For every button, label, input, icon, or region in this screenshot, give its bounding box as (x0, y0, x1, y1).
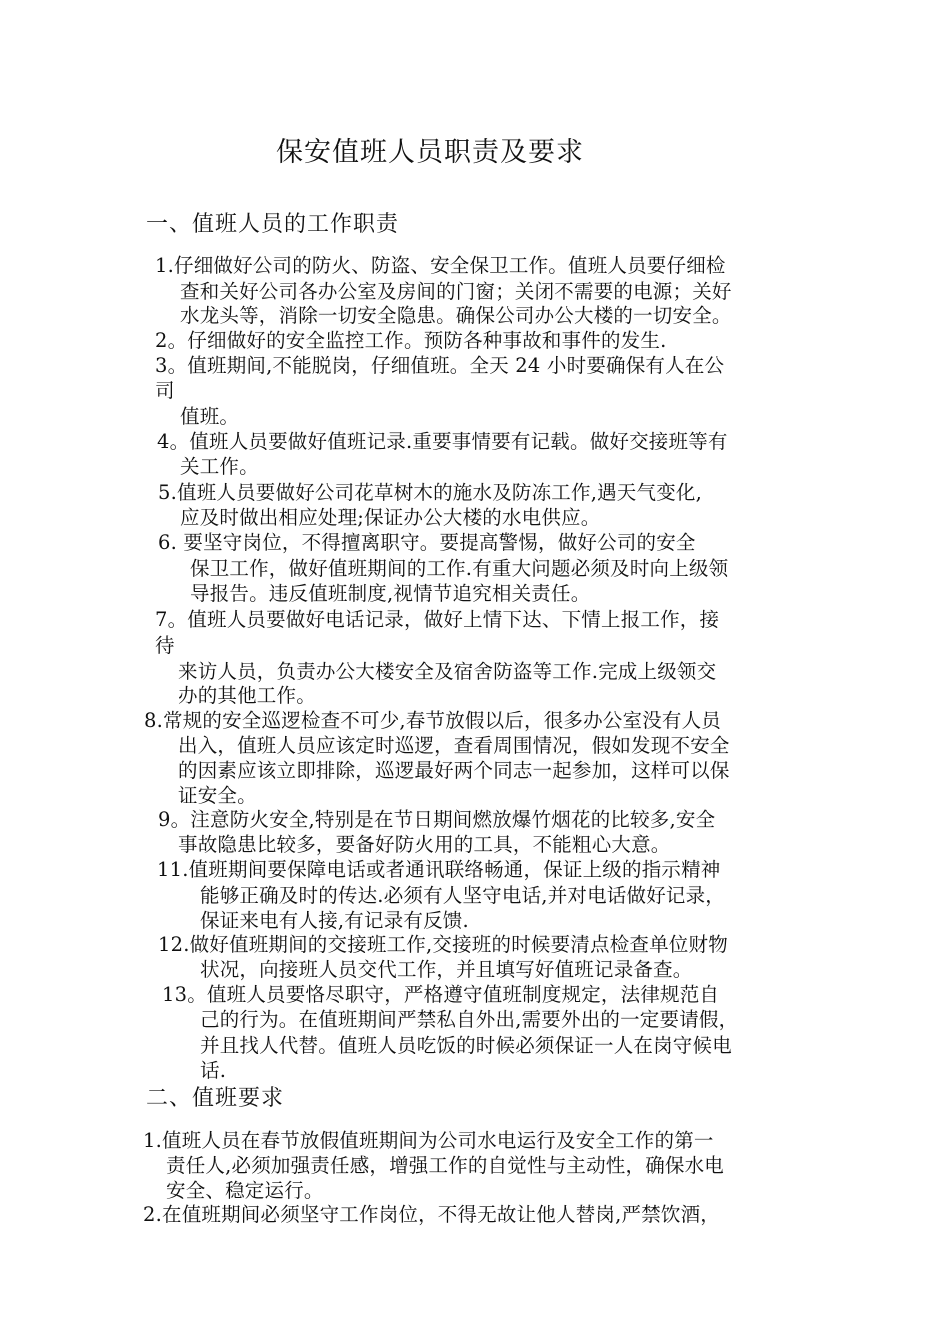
document-title: 保安值班人员职责及要求 (276, 137, 584, 168)
duty-item-10-line-3: 保证来电有人接,有记录有反馈. (200, 909, 469, 932)
duty-item-10-line-1: 11.值班期间要保障电话或者通讯联络畅通，保证上级的指示精神 (157, 858, 721, 881)
duty-item-1-line-1: 1.仔细做好公司的防火、防盗、安全保卫工作。值班人员要仔细检 (155, 254, 726, 277)
duty-item-10-line-2: 能够正确及时的传达.必须有人坚守电话,并对电话做好记录， (200, 884, 725, 907)
duty-item-1-line-2: 查和关好公司各办公室及房间的门窗；关闭不需要的电源；关好 (180, 280, 732, 303)
duty-item-5-line-2: 应及时做出相应处理;保证办公大楼的水电供应。 (180, 506, 601, 529)
duty-item-4-line-1: 4。值班人员要做好值班记录.重要事情要有记载。做好交接班等有 (157, 430, 728, 453)
requirement-item-1-line-2: 责任人,必须加强责任感，增强工作的自觉性与主动性，确保水电 (166, 1154, 724, 1177)
duty-item-3-line-2: 司 (155, 379, 175, 402)
duty-item-1-line-3: 水龙头等，消除一切安全隐患。确保公司办公大楼的一切安全。 (180, 304, 732, 327)
requirement-item-1-line-1: 1.值班人员在春节放假值班期间为公司水电运行及安全工作的第一 (143, 1129, 714, 1152)
duty-item-6-line-1: 6. 要坚守岗位，不得擅离职守。要提高警惕，做好公司的安全 (158, 531, 696, 554)
duty-item-12-line-2: 己的行为。在值班期间严禁私自外出,需要外出的一定要请假， (200, 1008, 739, 1031)
duty-item-7-line-3: 来访人员，负责办公大楼安全及宿舍防盗等工作.完成上级领交 (178, 660, 717, 683)
duty-item-6-line-3: 导报告。违反值班制度,视情节追究相关责任。 (190, 582, 591, 605)
duty-item-4-line-2: 关工作。 (180, 455, 259, 478)
duty-item-12-line-4: 话. (200, 1059, 227, 1082)
duty-item-12-line-1: 13。值班人员要恪尽职守，严格遵守值班制度规定，法律规范自 (162, 983, 720, 1006)
duty-item-7-line-4: 办的其他工作。 (178, 684, 316, 707)
duty-item-2-line-1: 2。仔细做好的安全监控工作。预防各种事故和事件的发生. (155, 329, 667, 352)
duty-item-8-line-4: 证安全。 (178, 784, 257, 807)
section-heading-requirements: 二、值班要求 (146, 1086, 285, 1111)
duty-item-7-line-2: 待 (155, 634, 175, 657)
duty-item-8-line-3: 的因素应该立即排除，巡逻最好两个同志一起参加，这样可以保 (178, 759, 730, 782)
duty-item-5-line-1: 5.值班人员要做好公司花草树木的施水及防冻工作,遇天气变化, (158, 481, 703, 504)
duty-item-3-line-3: 值班。 (180, 405, 240, 428)
duty-item-6-line-2: 保卫工作，做好值班期间的工作.有重大问题必须及时向上级领 (190, 557, 729, 580)
duty-item-3-line-1: 3。值班期间,不能脱岗，仔细值班。全天 24 小时要确保有人在公 (155, 354, 725, 377)
duty-item-8-line-1: 8.常规的安全巡逻检查不可少,春节放假以后，很多办公室没有人员 (144, 709, 722, 732)
requirement-item-2-line-1: 2.在值班期间必须坚守工作岗位，不得无故让他人替岗,严禁饮酒， (143, 1203, 721, 1226)
duty-item-9-line-1: 9。注意防火安全,特别是在节日期间燃放爆竹烟花的比较多,安全 (158, 808, 716, 831)
duty-item-11-line-2: 状况，向接班人员交代工作，并且填写好值班记录备查。 (200, 958, 693, 981)
duty-item-9-line-2: 事故隐患比较多，要备好防火用的工具，不能粗心大意。 (178, 833, 671, 856)
duty-item-11-line-1: 12.做好值班期间的交接班工作,交接班的时候要清点检查单位财物 (158, 933, 728, 956)
duty-item-8-line-2: 出入，值班人员应该定时巡逻，查看周围情况，假如发现不安全 (178, 734, 730, 757)
requirement-item-1-line-3: 安全、稳定运行。 (166, 1179, 324, 1202)
duty-item-12-line-3: 并且找人代替。值班人员吃饭的时候必须保证一人在岗守候电 (200, 1034, 732, 1057)
section-heading-duties: 一、值班人员的工作职责 (146, 212, 400, 237)
duty-item-7-line-1: 7。值班人员要做好电话记录，做好上情下达、下情上报工作，接 (155, 608, 720, 631)
